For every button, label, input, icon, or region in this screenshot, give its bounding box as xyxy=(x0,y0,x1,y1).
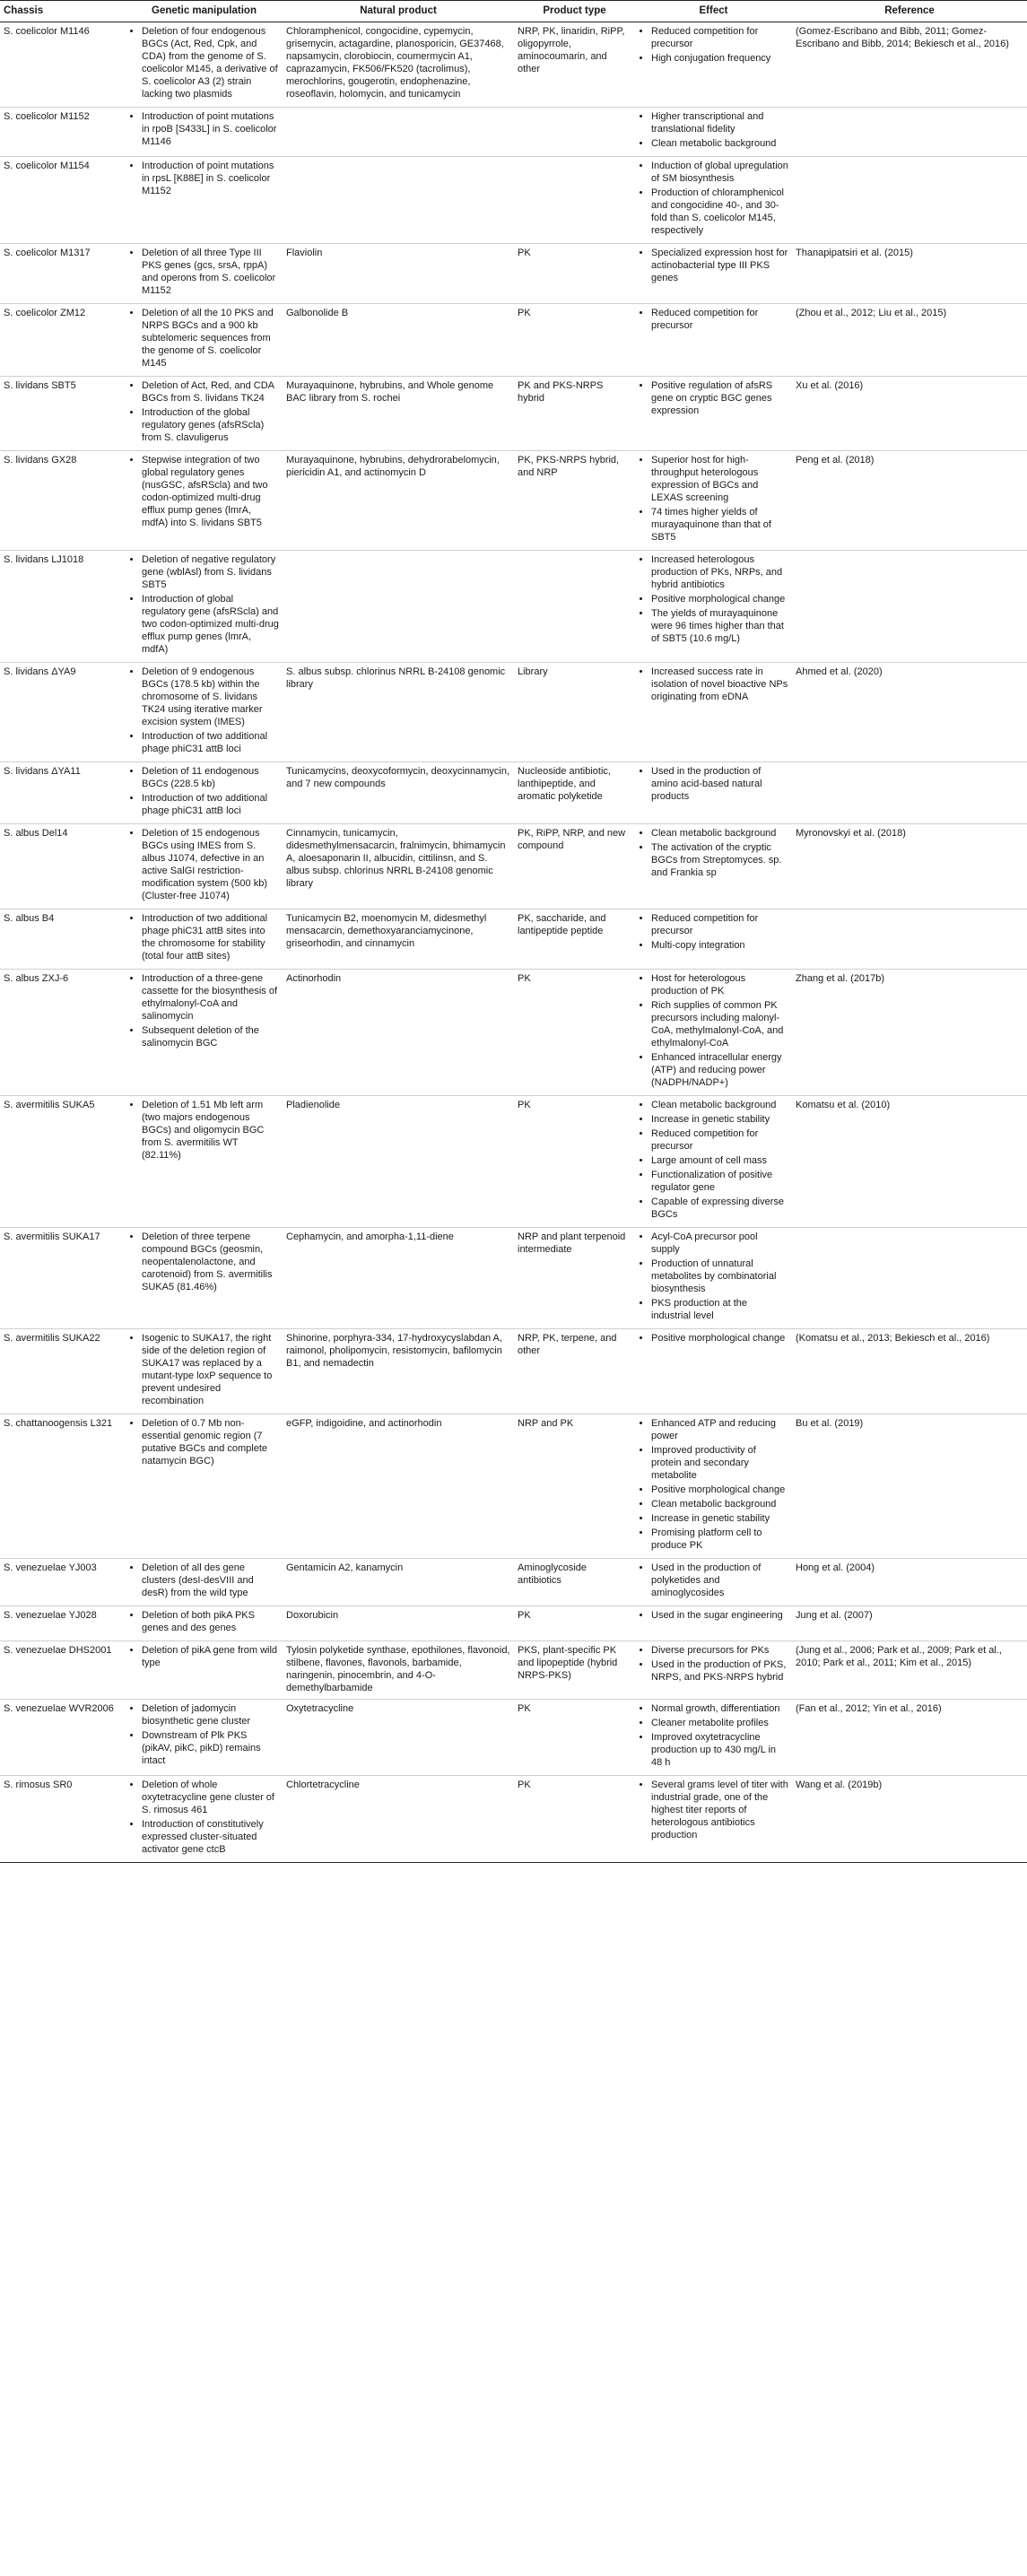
cell-product-type xyxy=(514,108,635,157)
cell-effect xyxy=(635,108,792,157)
effect-item: • Improved oxytetracycline production up to 430 mg/L in 48 h xyxy=(651,1731,788,1769)
cell-natural-product: Pladienolide xyxy=(283,1096,514,1228)
cell-reference: Zhang et al. (2017b) xyxy=(792,970,1027,1096)
cell-reference: Myronovskyi et al. (2018) xyxy=(792,824,1027,909)
cell-genetic-manipulation-list xyxy=(129,553,279,656)
effect-item: • Increase in genetic stability xyxy=(651,1512,788,1525)
table-row xyxy=(0,304,1027,377)
effect-item: • Clean metabolic background xyxy=(651,1099,788,1111)
effect-item: • Positive morphological change xyxy=(651,1484,788,1496)
cell-reference xyxy=(792,909,1027,970)
cell-effect-list xyxy=(639,553,788,645)
cell-natural-product: Chlortetracycline xyxy=(283,1776,514,1863)
cell-effect-list xyxy=(639,666,788,703)
cell-genetic-manipulation-list xyxy=(129,827,279,902)
effect-item: • The activation of the cryptic BGCs from Streptomyces. sp. and Frankia sp xyxy=(651,841,788,879)
cell-genetic-manipulation-list xyxy=(129,25,279,100)
manipulation-item: • Isogenic to SUKA17, the right side of the deletion region of SUKA17 was replaced by a mutant-type loxP sequence to prevent undesired recombination xyxy=(142,1332,279,1407)
table-row xyxy=(0,551,1027,663)
manipulation-item: • Introduction of the global regulatory genes (afsRScla) from S. clavuligerus xyxy=(142,406,279,444)
cell-product-type: Nucleoside antibiotic, lanthipeptide, and aromatic polyketide xyxy=(514,762,635,824)
cell-effect xyxy=(635,1414,792,1559)
table-row xyxy=(0,157,1027,244)
cell-effect xyxy=(635,1096,792,1228)
table-row xyxy=(0,970,1027,1096)
cell-reference: (Zhou et al., 2012; Liu et al., 2015) xyxy=(792,304,1027,377)
cell-product-type: PK xyxy=(514,1776,635,1863)
cell-genetic-manipulation-list xyxy=(129,666,279,755)
cell-genetic-manipulation xyxy=(126,451,283,551)
manipulation-item: • Introduction of point mutations in rpsL [K88E] in S. coelicolor M1152 xyxy=(142,160,279,197)
cell-product-type: PK, PKS-NRPS hybrid, and NRP xyxy=(514,451,635,551)
cell-genetic-manipulation xyxy=(126,1606,283,1641)
manipulation-item: • Deletion of four endogenous BGCs (Act, Red, Cpk, and CDA) from the genome of S. coelicolor M145, a derivative of S. coelicolor A3 (2) strain lacking two plasmids xyxy=(142,25,279,100)
table-row xyxy=(0,244,1027,304)
cell-chassis: S. avermitilis SUKA5 xyxy=(0,1096,126,1228)
cell-effect-list xyxy=(639,25,788,65)
cell-product-type: Aminoglycoside antibiotics xyxy=(514,1559,635,1606)
cell-effect xyxy=(635,909,792,970)
cell-chassis: S. coelicolor M1152 xyxy=(0,108,126,157)
cell-genetic-manipulation xyxy=(126,1700,283,1776)
cell-genetic-manipulation xyxy=(126,1096,283,1228)
cell-genetic-manipulation-list xyxy=(129,1099,279,1162)
manipulation-item: • Deletion of 0.7 Mb non-essential genomic region (7 putative BGCs and complete natamycin BGC) xyxy=(142,1417,279,1467)
cell-chassis: S. coelicolor M1146 xyxy=(0,22,126,108)
effect-item: • Specialized expression host for actinobacterial type III PKS genes xyxy=(651,247,788,284)
cell-product-type: PK and PKS-NRPS hybrid xyxy=(514,377,635,451)
cell-chassis: S. coelicolor M1154 xyxy=(0,157,126,244)
cell-natural-product xyxy=(283,551,514,663)
cell-effect-list xyxy=(639,247,788,284)
effect-item: • Cleaner metabolite profiles xyxy=(651,1717,788,1729)
cell-chassis: S. venezuelae YJ028 xyxy=(0,1606,126,1641)
cell-genetic-manipulation-list xyxy=(129,1417,279,1467)
effect-item: • Large amount of cell mass xyxy=(651,1154,788,1167)
cell-effect xyxy=(635,824,792,909)
cell-genetic-manipulation-list xyxy=(129,1332,279,1407)
cell-chassis: S. venezuelae YJ003 xyxy=(0,1559,126,1606)
manipulation-item: • Deletion of 11 endogenous BGCs (228.5 kb) xyxy=(142,765,279,790)
table-header xyxy=(0,1,1027,22)
cell-reference: Komatsu et al. (2010) xyxy=(792,1096,1027,1228)
effect-item: • Used in the production of amino acid-based natural products xyxy=(651,765,788,803)
cell-genetic-manipulation-list xyxy=(129,110,279,148)
cell-effect xyxy=(635,970,792,1096)
table-row xyxy=(0,663,1027,762)
manipulation-item: • Introduction of two additional phage phiC31 attB loci xyxy=(142,792,279,817)
manipulation-item: • Deletion of negative regulatory gene (wblAsl) from S. lividans SBT5 xyxy=(142,553,279,591)
cell-genetic-manipulation xyxy=(126,762,283,824)
manipulation-item: • Downstream of Plk PKS (pikAV, pikC, pikD) remains intact xyxy=(142,1729,279,1767)
cell-genetic-manipulation xyxy=(126,663,283,762)
cell-natural-product: Cephamycin, and amorpha-1,11-diene xyxy=(283,1228,514,1329)
cell-product-type: PK xyxy=(514,970,635,1096)
cell-genetic-manipulation-list xyxy=(129,1609,279,1634)
cell-effect xyxy=(635,244,792,304)
effect-item: • Promising platform cell to produce PK xyxy=(651,1527,788,1552)
cell-effect xyxy=(635,1641,792,1700)
cell-chassis: S. albus B4 xyxy=(0,909,126,970)
cell-natural-product: Murayaquinone, hybrubins, dehydrorabelomycin, piericidin A1, and actinomycin D xyxy=(283,451,514,551)
cell-natural-product: Murayaquinone, hybrubins, and Whole genome BAC library from S. rochei xyxy=(283,377,514,451)
cell-product-type xyxy=(514,551,635,663)
cell-genetic-manipulation-list xyxy=(129,1702,279,1767)
cell-reference: Bu et al. (2019) xyxy=(792,1414,1027,1559)
table-row xyxy=(0,1700,1027,1776)
cell-effect-list xyxy=(639,307,788,332)
cell-effect xyxy=(635,1559,792,1606)
table-row xyxy=(0,1096,1027,1228)
cell-product-type: PK xyxy=(514,1606,635,1641)
table-row xyxy=(0,824,1027,909)
effect-item: • Clean metabolic background xyxy=(651,1498,788,1510)
effect-item: • Host for heterologous production of PK xyxy=(651,972,788,997)
cell-genetic-manipulation-list xyxy=(129,160,279,197)
header-genetic-manipulation: Genetic manipulation xyxy=(126,1,283,22)
cell-genetic-manipulation xyxy=(126,824,283,909)
cell-product-type: NRP and PK xyxy=(514,1414,635,1559)
table-row xyxy=(0,1228,1027,1329)
cell-natural-product xyxy=(283,108,514,157)
effect-item: • Increased heterologous production of PKs, NRPs, and hybrid antibiotics xyxy=(651,553,788,591)
manipulation-item: • Subsequent deletion of the salinomycin BGC xyxy=(142,1024,279,1049)
effect-item: • Reduced competition for precursor xyxy=(651,25,788,50)
cell-effect xyxy=(635,1776,792,1863)
cell-genetic-manipulation-list xyxy=(129,1644,279,1669)
manipulation-item: • Deletion of all three Type III PKS genes (gcs, srsA, rppA) and operons from S. coelicolor M1152 xyxy=(142,247,279,297)
cell-effect-list xyxy=(639,1644,788,1684)
table-body xyxy=(0,22,1027,1863)
manipulation-item: • Deletion of both pikA PKS genes and des genes xyxy=(142,1609,279,1634)
effect-item: • PKS production at the industrial level xyxy=(651,1297,788,1322)
effect-item: • Positive morphological change xyxy=(651,1332,788,1345)
cell-genetic-manipulation-list xyxy=(129,1779,279,1856)
cell-chassis: S. venezuelae DHS2001 xyxy=(0,1641,126,1700)
cell-reference: (Jung et al., 2006; Park et al., 2009; Park et al., 2010; Park et al., 2011; Kim et al., 2015) xyxy=(792,1641,1027,1700)
cell-genetic-manipulation xyxy=(126,1228,283,1329)
cell-effect-list xyxy=(639,1779,788,1841)
manipulation-item: • Introduction of a three-gene cassette for the biosynthesis of ethylmalonyl-CoA and salinomycin xyxy=(142,972,279,1023)
effect-item: • Superior host for high-throughput heterologous expression of BGCs and LEXAS screening xyxy=(651,454,788,504)
cell-effect xyxy=(635,663,792,762)
cell-reference: (Gomez-Escribano and Bibb, 2011; Gomez-Escribano and Bibb, 2014; Bekiesch et al., 2016) xyxy=(792,22,1027,108)
cell-chassis: S. avermitilis SUKA17 xyxy=(0,1228,126,1329)
cell-effect xyxy=(635,377,792,451)
cell-reference: Xu et al. (2016) xyxy=(792,377,1027,451)
cell-reference: (Fan et al., 2012; Yin et al., 2016) xyxy=(792,1700,1027,1776)
effect-item: • The yields of murayaquinone were 96 times higher than that of SBT5 (10.6 mg/L) xyxy=(651,607,788,645)
cell-chassis: S. albus ZXJ-6 xyxy=(0,970,126,1096)
cell-effect xyxy=(635,551,792,663)
cell-product-type: PK xyxy=(514,304,635,377)
cell-chassis: S. lividans SBT5 xyxy=(0,377,126,451)
cell-reference xyxy=(792,1228,1027,1329)
cell-reference: Ahmed et al. (2020) xyxy=(792,663,1027,762)
effect-item: • Positive regulation of afsRS gene on cryptic BGC genes expression xyxy=(651,379,788,417)
manipulation-item: • Introduction of global regulatory gene (afsRScla) and two codon-optimized multi-drug efflux pump genes (lmrA, mdfA) xyxy=(142,593,279,656)
table-row xyxy=(0,1776,1027,1863)
cell-effect xyxy=(635,1228,792,1329)
manipulation-item: • Deletion of whole oxytetracycline gene cluster of S. rimosus 461 xyxy=(142,1779,279,1816)
cell-chassis: S. rimosus SR0 xyxy=(0,1776,126,1863)
table-row xyxy=(0,1329,1027,1414)
cell-product-type: PKS, plant-specific PK and lipopeptide (hybrid NRPS-PKS) xyxy=(514,1641,635,1700)
header-product-type: Product type xyxy=(514,1,635,22)
cell-product-type xyxy=(514,157,635,244)
cell-genetic-manipulation-list xyxy=(129,972,279,1049)
manipulation-item: • Deletion of 1.51 Mb left arm (two majors endogenous BGCs) and oligomycin BGC from S. avermitilis WT (82.11%) xyxy=(142,1099,279,1162)
effect-item: • Production of chloramphenicol and congocidine 40-, and 30-fold than S. coelicolor M145, respectively xyxy=(651,187,788,237)
manipulation-item: • Deletion of Act, Red, and CDA BGCs from S. lividans TK24 xyxy=(142,379,279,405)
header-reference: Reference xyxy=(792,1,1027,22)
table-row xyxy=(0,451,1027,551)
effect-item: • Several grams level of titer with industrial grade, one of the highest titer reports of heterologous antibiotics production xyxy=(651,1779,788,1841)
cell-effect-list xyxy=(639,912,788,952)
cell-genetic-manipulation xyxy=(126,108,283,157)
effect-item: • Induction of global upregulation of SM biosynthesis xyxy=(651,160,788,185)
header-row xyxy=(0,1,1027,22)
table-row xyxy=(0,762,1027,824)
cell-chassis: S. lividans ΔYA11 xyxy=(0,762,126,824)
cell-effect-list xyxy=(639,1332,788,1345)
cell-effect-list xyxy=(639,379,788,417)
cell-product-type: NRP and plant terpenoid intermediate xyxy=(514,1228,635,1329)
effect-item: • Used in the production of polyketides and aminoglycosides xyxy=(651,1562,788,1599)
cell-genetic-manipulation-list xyxy=(129,247,279,297)
effect-item: • Acyl-CoA precursor pool supply xyxy=(651,1231,788,1256)
cell-genetic-manipulation xyxy=(126,304,283,377)
effect-item: • Clean metabolic background xyxy=(651,827,788,840)
cell-reference: Wang et al. (2019b) xyxy=(792,1776,1027,1863)
cell-genetic-manipulation-list xyxy=(129,912,279,962)
cell-product-type: PK xyxy=(514,244,635,304)
cell-chassis: S. chattanoogensis L321 xyxy=(0,1414,126,1559)
cell-chassis: S. lividans GX28 xyxy=(0,451,126,551)
cell-genetic-manipulation xyxy=(126,970,283,1096)
manipulation-item: • Deletion of jadomycin biosynthetic gene cluster xyxy=(142,1702,279,1727)
effect-item: • Multi-copy integration xyxy=(651,939,788,952)
cell-effect-list xyxy=(639,1702,788,1769)
cell-chassis: S. coelicolor ZM12 xyxy=(0,304,126,377)
effect-item: • Used in the sugar engineering xyxy=(651,1609,788,1622)
manipulation-item: • Deletion of 15 endogenous BGCs using IMES from S. albus J1074, defective in an active SalGI restriction-modification system (500 kb) (Cluster-free J1074) xyxy=(142,827,279,902)
effect-item: • Diverse precursors for PKs xyxy=(651,1644,788,1657)
cell-effect-list xyxy=(639,1417,788,1552)
cell-genetic-manipulation xyxy=(126,377,283,451)
table-row xyxy=(0,377,1027,451)
cell-product-type: PK xyxy=(514,1096,635,1228)
cell-natural-product: Doxorubicin xyxy=(283,1606,514,1641)
cell-genetic-manipulation xyxy=(126,1776,283,1863)
table-row xyxy=(0,108,1027,157)
cell-natural-product: Chloramphenicol, congocidine, cypemycin, grisemycin, actagardine, planosporicin, GE37468, napsamycin, clorobiocin, coumermycin A1, caprazamycin, FK506/FK520 (tacrolimus), merochlorins, gougerotin, endophenazine, roseoflavin, holomycin, and tunicamycin xyxy=(283,22,514,108)
cell-effect-list xyxy=(639,110,788,150)
cell-effect-list xyxy=(639,827,788,879)
cell-genetic-manipulation-list xyxy=(129,379,279,444)
cell-natural-product: Cinnamycin, tunicamycin, didesmethylmensacarcin, fralnimycin, bhimamycin A, aloesaponarin II, albucidin, cittilinsn, and S. albus subsp. chlorinus NRRL B-24108 genomic library xyxy=(283,824,514,909)
cell-genetic-manipulation xyxy=(126,1559,283,1606)
effect-item: • Reduced competition for precursor xyxy=(651,912,788,937)
cell-product-type: PK, RiPP, NRP, and new compound xyxy=(514,824,635,909)
manipulation-item: • Deletion of three terpene compound BGCs (geosmin, neopentalenolactone, and carotenoid) from S. avermitilis SUKA5 (81.46%) xyxy=(142,1231,279,1293)
cell-natural-product: Shinorine, porphyra-334, 17-hydroxycyslabdan A, raimonol, pholipomycin, resistomycin, bafilomycin B1, and nemadectin xyxy=(283,1329,514,1414)
cell-reference xyxy=(792,157,1027,244)
table-row xyxy=(0,1414,1027,1559)
manipulation-item: • Introduction of two additional phage phiC31 attB loci xyxy=(142,730,279,755)
cell-chassis: S. albus Del14 xyxy=(0,824,126,909)
cell-chassis: S. avermitilis SUKA22 xyxy=(0,1329,126,1414)
cell-genetic-manipulation xyxy=(126,157,283,244)
cell-product-type: Library xyxy=(514,663,635,762)
cell-reference: (Komatsu et al., 2013; Bekiesch et al., 2016) xyxy=(792,1329,1027,1414)
cell-reference: Thanapipatsiri et al. (2015) xyxy=(792,244,1027,304)
cell-reference xyxy=(792,108,1027,157)
cell-effect-list xyxy=(639,160,788,237)
cell-genetic-manipulation xyxy=(126,551,283,663)
cell-chassis: S. lividans LJ1018 xyxy=(0,551,126,663)
cell-reference xyxy=(792,762,1027,824)
cell-genetic-manipulation xyxy=(126,244,283,304)
cell-natural-product: Tylosin polyketide synthase, epothilones, flavonoid, stilbene, flavones, flavonols, barbamide, naringenin, pinocembrin, and 4-O-demethylbarbamide xyxy=(283,1641,514,1700)
cell-effect xyxy=(635,304,792,377)
cell-natural-product: Galbonolide B xyxy=(283,304,514,377)
cell-genetic-manipulation xyxy=(126,1641,283,1700)
header-chassis: Chassis xyxy=(0,1,126,22)
manipulation-item: • Introduction of point mutations in rpoB [S433L] in S. coelicolor M1146 xyxy=(142,110,279,148)
cell-genetic-manipulation xyxy=(126,1414,283,1559)
cell-effect-list xyxy=(639,454,788,544)
cell-product-type: PK xyxy=(514,1700,635,1776)
effect-item: • Capable of expressing diverse BGCs xyxy=(651,1196,788,1221)
cell-product-type: NRP, PK, linaridin, RiPP, oligopyrrole, aminocoumarin, and other xyxy=(514,22,635,108)
manipulation-item: • Introduction of two additional phage phiC31 attB sites into the chromosome for stability (total four attB sites) xyxy=(142,912,279,962)
table-row xyxy=(0,1559,1027,1606)
effect-item: • Increase in genetic stability xyxy=(651,1113,788,1126)
effect-item: • Rich supplies of common PK precursors including malonyl-CoA, methylmalonyl-CoA, and ethylmalonyl-CoA xyxy=(651,999,788,1049)
cell-effect xyxy=(635,451,792,551)
cell-effect xyxy=(635,762,792,824)
cell-reference: Hong et al. (2004) xyxy=(792,1559,1027,1606)
cell-effect-list xyxy=(639,1099,788,1221)
effect-item: • Higher transcriptional and translational fidelity xyxy=(651,110,788,135)
manipulation-item: • Stepwise integration of two global regulatory genes (nusGSC, afsRScla) and two codon-optimized multi-drug efflux pump genes (lmrA, mdfA) into S. lividans SBT5 xyxy=(142,454,279,529)
cell-chassis: S. lividans ΔYA9 xyxy=(0,663,126,762)
cell-genetic-manipulation-list xyxy=(129,765,279,817)
effect-item: • Increased success rate in isolation of novel bioactive NPs originating from eDNA xyxy=(651,666,788,703)
manipulation-item: • Introduction of constitutively expressed cluster-situated activator gene ctcB xyxy=(142,1818,279,1856)
manipulation-item: • Deletion of 9 endogenous BGCs (178.5 kb) within the chromosome of S. lividans TK24 using iterative marker excision system (IMES) xyxy=(142,666,279,728)
cell-product-type: NRP, PK, terpene, and other xyxy=(514,1329,635,1414)
table-row xyxy=(0,22,1027,108)
effect-item: • Functionalization of positive regulator gene xyxy=(651,1169,788,1194)
effect-item: • Enhanced intracellular energy (ATP) and reducing power (NADPH/NADP+) xyxy=(651,1051,788,1089)
manipulation-item: • Deletion of all des gene clusters (desI-desVIII and desR) from the wild type xyxy=(142,1562,279,1599)
cell-effect-list xyxy=(639,765,788,803)
manipulation-item: • Deletion of all the 10 PKS and NRPS BGCs and a 900 kb subtelomeric sequences from the genome of S. coelicolor M145 xyxy=(142,307,279,370)
cell-reference xyxy=(792,551,1027,663)
cell-natural-product: Tunicamycin B2, moenomycin M, didesmethyl mensacarcin, demethoxyaranciamycinone, griseorhodin, and cinnamycin xyxy=(283,909,514,970)
cell-genetic-manipulation-list xyxy=(129,1562,279,1599)
cell-genetic-manipulation-list xyxy=(129,307,279,370)
cell-effect xyxy=(635,157,792,244)
cell-natural-product: Oxytetracycline xyxy=(283,1700,514,1776)
cell-effect xyxy=(635,1329,792,1414)
effect-item: • Production of unnatural metabolites by combinatorial biosynthesis xyxy=(651,1258,788,1295)
manipulation-item: • Deletion of pikA gene from wild type xyxy=(142,1644,279,1669)
cell-effect-list xyxy=(639,1231,788,1322)
cell-natural-product xyxy=(283,157,514,244)
cell-effect-list xyxy=(639,1562,788,1599)
effect-item: • 74 times higher yields of murayaquinone than that of SBT5 xyxy=(651,506,788,544)
effect-item: • Improved productivity of protein and secondary metabolite xyxy=(651,1444,788,1482)
header-natural-product: Natural product xyxy=(283,1,514,22)
cell-effect-list xyxy=(639,972,788,1089)
effect-item: • Used in the production of PKS, NRPS, and PKS-NRPS hybrid xyxy=(651,1658,788,1684)
cell-effect-list xyxy=(639,1609,788,1622)
cell-genetic-manipulation xyxy=(126,1329,283,1414)
cell-genetic-manipulation xyxy=(126,909,283,970)
cell-chassis: S. venezuelae WVR2006 xyxy=(0,1700,126,1776)
cell-natural-product: eGFP, indigoidine, and actinorhodin xyxy=(283,1414,514,1559)
cell-chassis: S. coelicolor M1317 xyxy=(0,244,126,304)
effect-item: • Reduced competition for precursor xyxy=(651,307,788,332)
effect-item: • Reduced competition for precursor xyxy=(651,1127,788,1153)
effect-item: • Normal growth, differentiation xyxy=(651,1702,788,1715)
cell-genetic-manipulation xyxy=(126,22,283,108)
cell-effect xyxy=(635,1606,792,1641)
effect-item: • Positive morphological change xyxy=(651,593,788,605)
cell-natural-product: S. albus subsp. chlorinus NRRL B-24108 genomic library xyxy=(283,663,514,762)
cell-reference: Jung et al. (2007) xyxy=(792,1606,1027,1641)
effect-item: • High conjugation frequency xyxy=(651,52,788,65)
cell-effect xyxy=(635,22,792,108)
cell-genetic-manipulation-list xyxy=(129,1231,279,1293)
header-effect: Effect xyxy=(635,1,792,22)
effect-item: • Clean metabolic background xyxy=(651,137,788,150)
cell-product-type: PK, saccharide, and lantipeptide peptide xyxy=(514,909,635,970)
cell-effect xyxy=(635,1700,792,1776)
cell-reference: Peng et al. (2018) xyxy=(792,451,1027,551)
table-row xyxy=(0,909,1027,970)
table-row xyxy=(0,1606,1027,1641)
cell-genetic-manipulation-list xyxy=(129,454,279,529)
cell-natural-product: Flaviolin xyxy=(283,244,514,304)
cell-natural-product: Gentamicin A2, kanamycin xyxy=(283,1559,514,1606)
cell-natural-product: Tunicamycins, deoxycoformycin, deoxycinnamycin, and 7 new compounds xyxy=(283,762,514,824)
effect-item: • Enhanced ATP and reducing power xyxy=(651,1417,788,1442)
table-row xyxy=(0,1641,1027,1700)
cell-natural-product: Actinorhodin xyxy=(283,970,514,1096)
